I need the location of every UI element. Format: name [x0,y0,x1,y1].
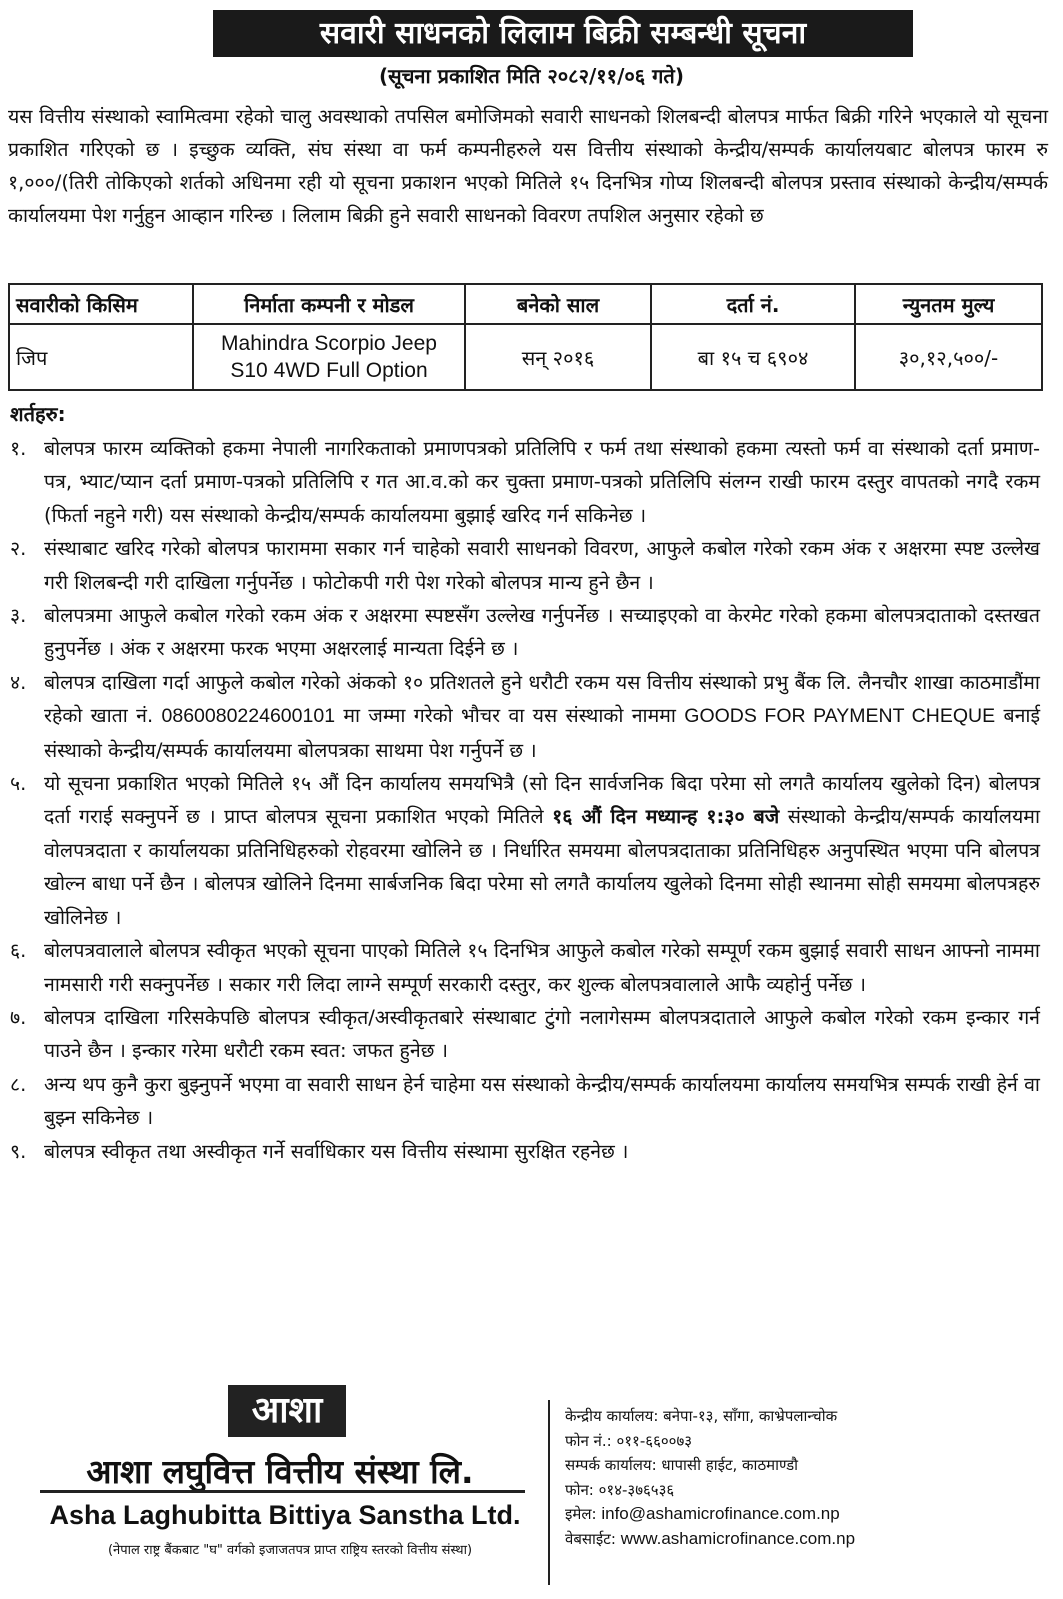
condition-4-text-a: बोलपत्र दाखिला गर्दा आफुले कबोल गरेको अंकको १० प्रतिशतले हुने धरौटी रकम यस वित्तीय संस्थाको प्रभु बैंक लि. लैनचौर शाखा काठमाडौंमा रहेको खाता नं. [44,670,1040,728]
cell-registration: बा १५ च ६९०४ [651,324,855,390]
condition-number: ४. [10,670,27,694]
conditions-list [10,432,1040,1168]
condition-text: अन्य थप कुनै कुरा बुझ्नुपर्ने भएमा वा सवारी साधन हेर्न चाहेमा यस संस्थाको केन्द्रीय/सम्पर्क कार्यालयमा कार्यालय समयभित्र सम्पर्क राखी हेर्न वा बुझ्न सकिनेछ । [44,1072,1040,1130]
notice-title: सवारी साधनको लिलाम बिक्री सम्बन्धी सूचना [213,10,913,57]
model-line-1: Mahindra Scorpio Jeep [221,332,437,355]
condition-1 [10,432,1040,532]
website-line [565,1527,855,1552]
col-registration: दर्ता नं. [651,284,855,324]
opening-time: १६ औं दिन मध्यान्ह १:३० बजे [552,805,780,829]
condition-number: ८. [10,1072,27,1096]
condition-9 [10,1135,1040,1168]
condition-5-text-b: संस्थाको केन्द्रीय/सम्पर्क कार्यालयमा वोलपत्रदाता र कार्यालयका प्रतिनिधिहरुको रोहवरमा खोलिने छ । निर्धारित समयमा बोलपत्रदाताका प्रतिनिधिहरु अनुपस्थित भएमा पनि बोलपत्र खोल्न बाधा पर्ने छैन । बोलपत्र खोलिने दिनमा सार्बजनिक बिदा परेमा सो लगतै कार्यालय खुलेको दिनमा सोही स्थानमा सोही समयमा बोलपत्रहरु खोलिनेछ । [44,805,1040,929]
col-manufacturer-model: निर्माता कम्पनी र मोडल [193,284,465,324]
condition-4 [10,666,1040,767]
model-line-2: S10 4WD Full Option [230,359,428,382]
org-logo: आशा [228,1385,346,1437]
condition-number: ५. [10,772,27,796]
publication-date: (सूचना प्रकाशित मिति २०८२/११/०६ गते) [379,64,684,88]
condition-8 [10,1068,1040,1135]
condition-text: बोलपत्र फारम व्यक्तिको हकमा नेपाली नागरिकताको प्रमाणपत्रको प्रतिलिपि र फर्म तथा संस्थाको हकमा त्यस्तो फर्म वा संस्थाको दर्ता प्रमाण-पत्र, भ्याट/प्यान दर्ता प्रमाण-पत्रको प्रतिलिपि र गत आ.व.को कर चुक्ता प्रमाण-पत्रको प्रतिलिपि संलग्न राखी फारम दस्तुर वापतको नगदै रकम (फिर्ता नहुने गरी) यस संस्थाको केन्द्रीय/सम्पर्क कार्यालयमा बुझाई खरिद गर्न सकिनेछ । [44,437,1040,527]
col-vehicle-type: सवारीको किसिम [9,284,193,324]
contact-divider [548,1400,550,1585]
contact-block [565,1404,855,1551]
org-name-nepali: आशा लघुवित्त वित्तीय संस्था लि. [86,1452,474,1491]
cell-min-price: ३०,१२,५००/- [855,324,1042,390]
head-office: केन्द्रीय कार्यालय: बनेपा-१३, साँगा, काभ्रेपलान्चोक [565,1407,838,1425]
head-office-phone: फोन नं.: ०११-६६००७३ [565,1431,693,1450]
vehicle-table [8,283,1043,391]
condition-4-text-c: बनाई संस्थाको केन्द्रीय/सम्पर्क कार्यालयमा बोलपत्रका साथमा पेश गर्नुपर्ने छ । [44,704,1041,762]
org-divider [40,1490,525,1493]
account-number: 0860080224600101 [161,705,336,728]
condition-text: बोलपत्रमा आफुले कबोल गरेको रकम अंक र अक्षरमा स्पष्टसँग उल्लेख गर्नुपर्नेछ । सच्याइएको वा केरमेट गरेको हकमा बोलपत्रदाताको दस्तखत हुनुपर्नेछ । अंक र अक्षरमा फरक भएमा अक्षरलाई मान्यता दिईने छ । [44,604,1040,661]
cell-model [193,324,465,390]
condition-6 [10,934,1040,1001]
condition-number: ६. [10,939,27,963]
col-year: बनेको साल [465,284,651,324]
email-link[interactable]: info@ashamicrofinance.com.np [601,1504,840,1523]
contact-office-phone: फोन: ०१४-३७६५३६ [565,1480,675,1499]
table-header-row [9,284,1042,324]
cheque-type: GOODS FOR PAYMENT CHEQUE [684,705,996,728]
conditions-heading: शर्तहरु: [10,402,66,426]
email-label: इमेल: [565,1505,597,1523]
website-label: वेबसाईट: [565,1529,616,1548]
condition-text: बोलपत्र दाखिला गरिसकेपछि बोलपत्र स्वीकृत/अस्वीकृतबारे संस्थाबाट टुंगो नलागेसम्म बोलपत्रदाताले आफुले कबोल गरेको रकम इन्कार गर्न पाउने छैन । इन्कार गरेमा धरौटी रकम स्वत: जफत हुनेछ । [44,1005,1040,1063]
table-row [9,324,1042,390]
condition-text: बोलपत्रवालाले बोलपत्र स्वीकृत भएको सूचना पाएको मितिले १५ दिनभित्र आफुले कबोल गरेको सम्पूर्ण रकम बुझाई सवारी साधन आफ्नो नाममा नामसारी गरी सक्नुपर्नेछ । सकार गरी लिदा लाग्ने सम्पूर्ण सरकारी दस्तुर, कर शुल्क बोलपत्रवालाले आफै व्यहोर्नु पर्नेछ । [44,939,1040,996]
condition-number: १. [10,437,27,460]
condition-5-text-a: यो सूचना प्रकाशित भएको मितिले १५ औं दिन कार्यालय समयभित्रै (सो दिन सार्वजनिक बिदा परेमा सो लगतै कार्यालय खुलेको दिन) बोलपत्र दर्ता गराई सक्नुपर्ने छ । प्राप्त बोलपत्र सूचना प्रकाशित भएको मितिले [44,772,1040,829]
org-license-note: (नेपाल राष्ट्र बैंकबाट "घ" वर्गको इजाजतपत्र प्राप्त राष्ट्रिय स्तरको वित्तीय संस्था) [107,1543,473,1558]
condition-number: ७. [10,1005,27,1029]
condition-number: २. [10,537,27,561]
condition-text [44,666,1040,767]
intro-paragraph: यस वित्तीय संस्थाको स्वामित्वमा रहेको चालु अवस्थाको तपसिल बमोजिमको सवारी साधनको शिलबन्दी बोलपत्र मार्फत बिक्री गरिने भएकाले यो सूचना प्रकाशित गरिएको छ । इच्छुक व्यक्ति, संघ संस्था वा फर्म कम्पनीहरुले यस वित्तीय संस्थाको केन्द्रीय/सम्पर्क कार्यालयबाट बोलपत्र फारम रु १,०००/(तिरी तोकिएको शर्तको अधिनमा रही यो सूचना प्रकाशन भएको मितिले १५ दिनभित्र गोप्य शिलबन्दी बोलपत्र प्रस्ताव संस्थाको केन्द्रीय/सम्पर्क कार्यालयमा पेश गर्नुहुन आव्हान गरिन्छ । लिलाम बिक्री हुने सवारी साधनको विवरण तपशिल अनुसार रहेको छ [8,105,1048,227]
col-min-price: न्युनतम मुल्य [855,284,1042,324]
org-name-english: Asha Laghubitta Bittiya Sanstha Ltd. [49,1500,521,1530]
contact-office: सम्पर्क कार्यालय: धापासी हाईट, काठमाण्डौ [565,1456,799,1474]
condition-3 [10,599,1040,666]
condition-number: ३. [10,604,27,628]
condition-text: बोलपत्र स्वीकृत तथा अस्वीकृत गर्ने सर्वाधिकार यस वित्तीय संस्थामा सुरक्षित रहनेछ । [44,1139,629,1163]
condition-7 [10,1001,1040,1068]
condition-text: संस्थाबाट खरिद गरेको बोलपत्र फाराममा सकार गर्न चाहेको सवारी साधनको विवरण, आफुले कबोल गरेको रकम अंक र अक्षरमा स्पष्ट उल्लेख गरी शिलबन्दी गरी दाखिला गर्नुपर्नेछ । फोटोकपी गरी पेश गरेको बोलपत्र मान्य हुने छैन । [44,537,1040,594]
cell-year: सन् २०१६ [465,324,651,390]
email-line [565,1502,855,1527]
cell-vehicle-type: जिप [9,324,193,390]
condition-2 [10,532,1040,599]
website-link[interactable]: www.ashamicrofinance.com.np [620,1528,856,1548]
condition-text [44,767,1040,934]
condition-number: ९. [10,1139,27,1163]
condition-4-text-b: मा जम्मा गरेको भौचर वा यस संस्थाको नाममा [343,704,676,728]
condition-5 [10,767,1040,934]
